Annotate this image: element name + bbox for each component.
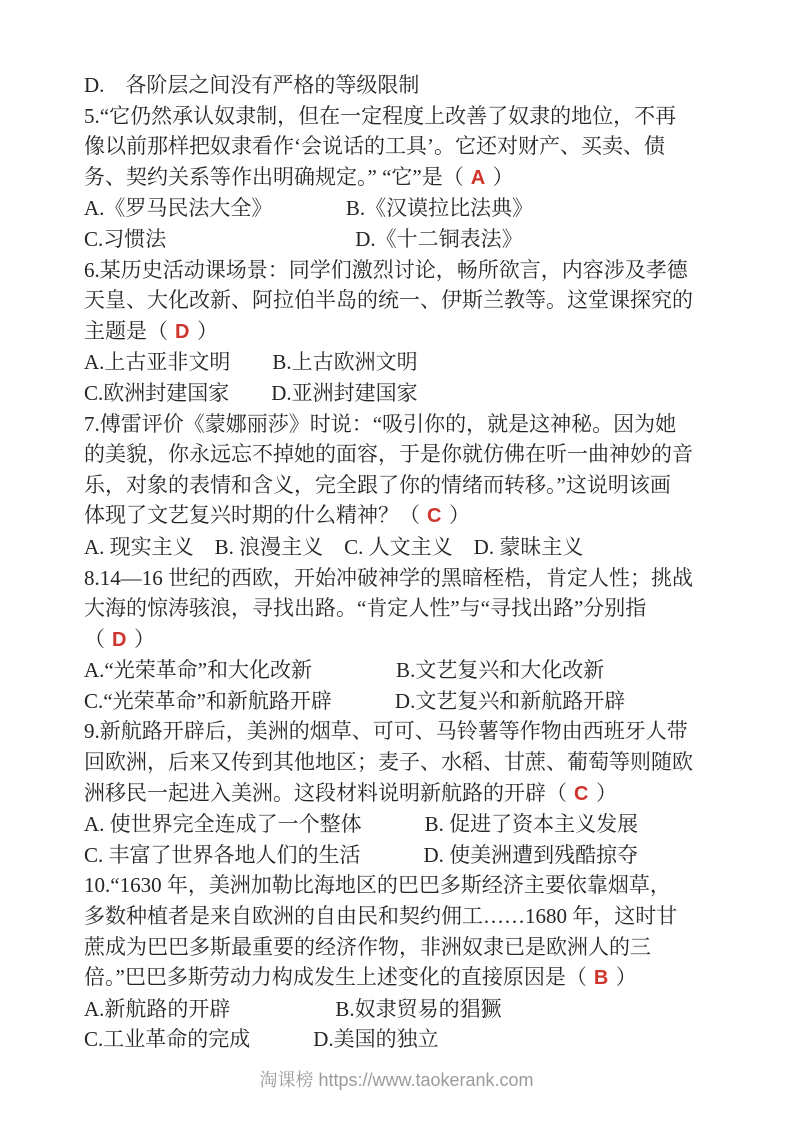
text-line [84,532,732,563]
line-text-after: ） [448,503,470,528]
line-text: 乐，对象的表情和含义，完全跟了你的情绪而转移。”这说明该画 [84,472,671,497]
line-text: 6.某历史活动课场景：同学们激烈讨论，畅所欲言，内容涉及孝德 [84,257,688,282]
line-text-after: ） [595,780,617,805]
line-text: 5.“它仍然承认奴隶制，但在一定程度上改善了奴隶的地位，不再 [84,103,677,128]
answer-letter: C [574,782,589,805]
line-text: 像以前那样把奴隶看作‘会说话的工具’。它还对财产、买卖、债 [84,134,665,159]
line-text: C. 丰富了世界各地人们的生活 D. 使美洲遭到残酷掠夺 [84,842,639,867]
text-line [84,500,732,532]
text-line [84,962,732,994]
line-text: 8.14—16 世纪的西欧，开始冲破神学的黑暗桎梏，肯定人性；挑战 [84,565,693,590]
line-text: C.工业革命的完成 D.美国的独立 [84,1027,439,1052]
text-line [84,439,732,470]
text-line [84,624,732,656]
line-text: A. 使世界完全连成了一个整体 B. 促进了资本主义发展 [84,812,639,837]
answer-letter: A [470,166,486,189]
text-line [84,409,732,440]
text-line [84,901,732,932]
text-line [84,840,732,871]
text-line [84,686,732,717]
text-line [84,255,732,286]
line-text: A.“光荣革命”和大化改新 B.文艺复兴和大化改新 [84,658,605,683]
answer-letter: B [593,967,609,990]
text-line [84,378,732,409]
text-line [84,563,732,594]
line-text-after: ） [492,164,514,189]
exam-text-body [84,70,732,1055]
text-line [84,593,732,624]
line-text: A.上古亚非文明 B.上古欧洲文明 [84,350,418,375]
text-line [84,778,732,810]
line-text: 多数种植者是来自欧洲的自由民和契约佣工……1680 年，这时甘 [84,904,678,929]
answer-letter: D [175,320,190,343]
text-line [84,870,732,901]
line-text: 的美貌，你永远忘不掉她的面容，于是你就仿佛在听一曲神妙的音 [84,442,693,467]
text-line [84,809,732,840]
text-line [84,101,732,132]
watermark-footer: 淘课榜 https://www.taokerank.com [259,1070,534,1090]
text-line [84,316,732,348]
line-text: 洲移民一起进入美洲。这段材料说明新航路的开辟（ [84,780,567,805]
line-text: （ [84,626,105,651]
text-line [84,716,732,747]
line-text: A.新航路的开辟 B.奴隶贸易的猖獗 [84,996,502,1021]
line-text: 7.傅雷评价《蒙娜丽莎》时说：“吸引你的，就是这神秘。因为她 [84,411,677,436]
line-text: 倍。”巴巴多斯劳动力构成发生上述变化的直接原因是（ [84,965,587,990]
text-line [84,162,732,194]
line-text: 10.“1630 年，美洲加勒比海地区的巴巴多斯经济主要依靠烟草， [84,873,671,898]
line-text-after: ） [196,318,218,343]
line-text: 蔗成为巴巴多斯最重要的经济作物，非洲奴隶已是欧洲人的三 [84,934,651,959]
line-text: C.欧洲封建国家 D.亚洲封建国家 [84,380,418,405]
line-text: A.《罗马民法大全》 B.《汉谟拉比法典》 [84,196,534,221]
line-text: 回欧洲，后来又传到其他地区；麦子、水稻、甘蔗、葡萄等则随欧 [84,750,693,775]
text-line [84,932,732,963]
line-text: 务、契约关系等作出明确规定。” “它”是（ [84,164,464,189]
text-line [84,470,732,501]
line-text-after: ） [133,626,155,651]
text-line [84,994,732,1025]
line-text: A. 现实主义 B. 浪漫主义 C. 人文主义 D. 蒙昧主义 [84,534,584,559]
line-text: 主题是（ [84,318,168,343]
answer-letter: C [427,505,442,528]
line-text: 大海的惊涛骇浪，寻找出路。“肯定人性”与“寻找出路”分别指 [84,596,647,621]
text-line [84,347,732,378]
line-text: 9.新航路开辟后，美洲的烟草、可可、马铃薯等作物由西班牙人带 [84,719,688,744]
line-text: C.“光荣革命”和新航路开辟 D.文艺复兴和新航路开辟 [84,688,626,713]
line-text: 天皇、大化改新、阿拉伯半岛的统一、伊斯兰教等。这堂课探究的 [84,288,693,313]
line-text: D. 各阶层之间没有严格的等级限制 [84,73,420,97]
text-line [84,1024,732,1055]
line-text: C.习惯法 D.《十二铜表法》 [84,226,523,251]
text-line [84,131,732,162]
line-text: 体现了文艺复兴时期的什么精神？（ [84,503,420,528]
line-text-after: ） [615,965,637,990]
text-line [84,747,732,778]
answer-letter: D [112,628,127,651]
text-line [84,285,732,316]
text-line [84,193,732,224]
text-line [84,655,732,686]
text-line [84,224,732,255]
text-line [84,70,732,101]
